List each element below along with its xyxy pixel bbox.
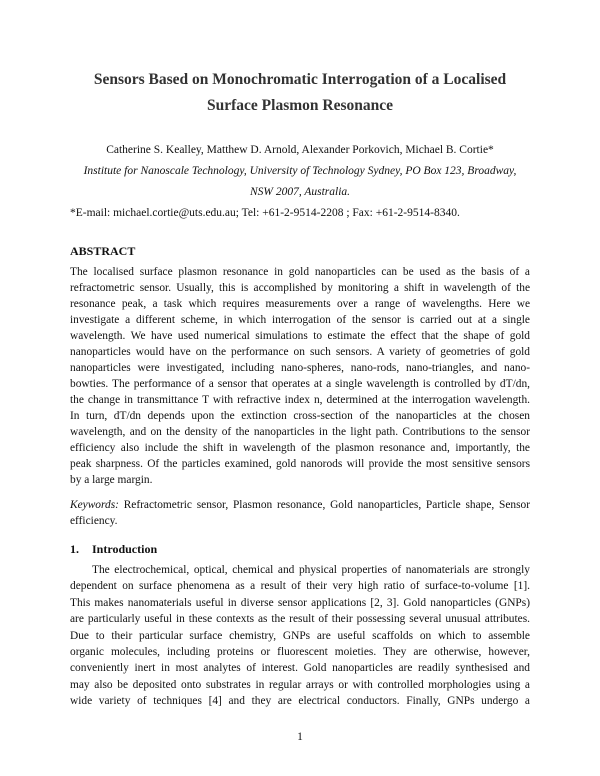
- affiliation-line-2: NSW 2007, Australia.: [249, 186, 351, 198]
- intro-line: This makes nanomaterials useful in diverse sensor applications [2, 3]. Gold nanoparticles (GNPs): [70, 596, 530, 609]
- abstract-line: peak sharpness. Of the particles examined, gold nanorods will provide the most sensitive sensors: [70, 458, 530, 470]
- abstract-line: bowties. The performance of a sensor that operates at a single wavelength is controlled by dT/dn,: [70, 378, 530, 390]
- affiliation-line-1: Institute for Nanoscale Technology, University of Technology Sydney, PO Box 123, Broadway,: [83, 165, 517, 177]
- abstract-line: efficiency also include the shift in wavelength of the plasmon resonance and, importantly, the: [70, 442, 530, 454]
- title-line-2: Surface Plasmon Resonance: [207, 97, 393, 114]
- section-heading-introduction: [70, 541, 157, 557]
- introduction-body: [70, 562, 530, 710]
- intro-line: dependent on surface phenomena as a result of their very high ratio of surface-to-volume [1].: [70, 580, 530, 593]
- abstract-line: by a large margin.: [70, 474, 153, 486]
- section-title: Introduction: [92, 542, 158, 556]
- section-number: 1.: [70, 542, 79, 556]
- intro-line: The electrochemical, optical, chemical and physical properties of nanomaterials are strongly: [92, 564, 530, 576]
- keywords-list: Refractometric sensor, Plasmon resonance, Gold nanoparticles, Particle shape, Sensor: [123, 499, 530, 511]
- abstract-line: wavelength. We have used numerical simulations to estimate the effect that the shape of gold: [70, 330, 530, 342]
- abstract-line: The localised surface plasmon resonance in gold nanoparticles can be used as the basis of a: [70, 266, 530, 278]
- abstract-line: nanoparticles would have on the performance on such sensors. A variety of geometries of gold: [70, 346, 530, 358]
- title-line-1: Sensors Based on Monochromatic Interrogation of a Localised: [93, 71, 507, 88]
- keywords-line-1: [70, 497, 530, 513]
- abstract-line: refractometric sensor. Usually, this is accomplished by monitoring a shift in wavelength of the: [70, 282, 530, 294]
- abstract-line: investigate a different scheme, in which interrogation of the sensor is carried out at a single: [70, 314, 530, 326]
- paper-title: [60, 67, 540, 119]
- abstract-line: wavelength, and on the density of the nanoparticles in the light path. Contributions to the sensor: [70, 426, 530, 438]
- abstract-body: [70, 264, 530, 488]
- keywords-label: Keywords:: [70, 499, 119, 511]
- contact-info: *E-mail: michael.cortie@uts.edu.au; Tel: +61-2-9514-2208 ; Fax: +61-2-9514-8340.: [70, 207, 460, 219]
- keywords: [70, 497, 530, 529]
- abstract-line: the change in transmittance T with refractive index n, determined at the interrogation wavelength.: [70, 394, 530, 406]
- intro-line: are particularly useful in these contexts as the result of their possessing several unusual attributes.: [70, 613, 530, 626]
- abstract-line: nanoparticles were investigated, including nano-spheres, nano-rods, nano-triangles, and nano-: [70, 362, 530, 374]
- intro-line: organic molecules, including proteins or fluorescent moieties. They are otherwise, however,: [70, 645, 530, 658]
- intro-line: conveniently inert in most analytes of interest. Gold nanoparticles are readily synthesised and: [70, 662, 530, 675]
- abstract-heading: ABSTRACT: [70, 244, 136, 258]
- keywords-line-2: efficiency.: [70, 515, 118, 527]
- affiliation: [62, 161, 538, 203]
- abstract-line: In turn, dT/dn depends upon the extinction cross-section of the nanoparticles at the chosen: [70, 410, 530, 422]
- abstract-line: resonance peak, a task which requires measurements over a range of wavelengths. Here we: [70, 298, 530, 310]
- intro-line: wide variety of techniques [4] and they are electrical conductors. Finally, GNPs undergo a: [70, 695, 530, 708]
- intro-line: Due to their particular surface chemistry, GNPs are useful scaffolds on which to assemble: [70, 629, 530, 642]
- page-number: 1: [297, 731, 303, 743]
- intro-line: may also be deposited onto substrates in regular arrays or with controlled morphologies using a: [70, 678, 530, 691]
- author-list: Catherine S. Kealley, Matthew D. Arnold, Alexander Porkovich, Michael B. Cortie*: [106, 144, 494, 156]
